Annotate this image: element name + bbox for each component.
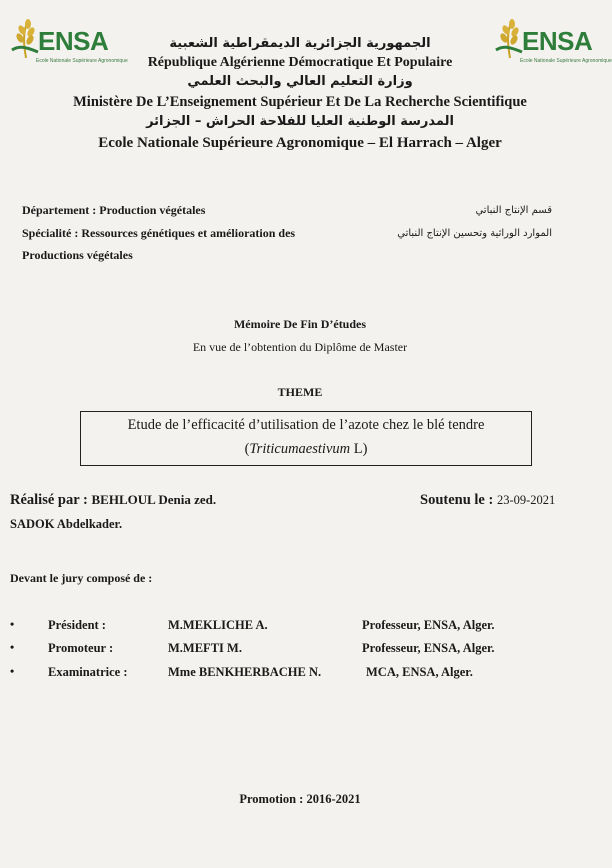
theme-title-line1: Etude de l’efficacité d’utilisation de l’azote chez le blé tendre bbox=[127, 417, 485, 433]
jury-intro: Devant le jury composé de : bbox=[10, 571, 153, 585]
species-name: Triticumaestivum bbox=[249, 441, 351, 457]
jury-affiliation: MCA, ENSA, Alger. bbox=[366, 665, 473, 679]
authors-line1 bbox=[10, 492, 216, 509]
speciality-line2: Productions végétales bbox=[22, 248, 133, 262]
jury-member-examinatrice bbox=[0, 665, 600, 685]
promotion: Promotion : 2016-2021 bbox=[239, 792, 361, 806]
jury-name: Mme BENKHERBACHE N. bbox=[168, 665, 322, 679]
logo-subtitle: Ecole Nationale Supérieure Agronomique bbox=[520, 58, 612, 64]
theme-title-line2 bbox=[81, 441, 531, 458]
theme-label: THEME bbox=[277, 385, 323, 399]
jury-role: Examinatrice : bbox=[48, 665, 128, 679]
school-french: Ecole Nationale Supérieure Agronomique – El Harrach – Alger bbox=[98, 135, 502, 151]
school-arabic: المدرسة الوطنية العليا للفلاحة الحراش – الجزائر bbox=[146, 114, 454, 129]
soutenance bbox=[420, 492, 555, 509]
jury-affiliation: Professeur, ENSA, Alger. bbox=[362, 618, 495, 632]
speciality-arabic: الموارد الوراثية وتحسين الإنتاج النباتي bbox=[397, 228, 552, 239]
theme-box bbox=[80, 411, 532, 466]
department-label: Département : Production végétales bbox=[22, 203, 206, 217]
department-arabic: قسم الإنتاج النباتي bbox=[475, 205, 552, 216]
bullet: • bbox=[10, 640, 15, 654]
logo-text: ENSA bbox=[522, 26, 593, 56]
author-1: BEHLOUL Denia zed. bbox=[91, 492, 217, 507]
realise-label: Réalisé par : bbox=[10, 492, 92, 508]
logo-text: ENSA bbox=[38, 26, 109, 56]
ministry-arabic: وزارة التعليم العالي والبحث العلمي bbox=[187, 74, 413, 89]
soutenu-date: 23-09-2021 bbox=[496, 493, 556, 507]
jury-name: M.MEFTI M. bbox=[168, 641, 242, 655]
ministry-french: Ministère De L’Enseignement Supérieur Et De La Recherche Scientifique bbox=[73, 94, 527, 110]
republic-french: République Algérienne Démocratique Et Populaire bbox=[147, 55, 453, 70]
jury-role: Promoteur : bbox=[48, 641, 114, 655]
jury-role: Président : bbox=[48, 618, 106, 632]
bullet: • bbox=[10, 664, 15, 678]
bullet: • bbox=[10, 617, 15, 631]
jury-member-promoteur bbox=[0, 641, 600, 661]
soutenu-label: Soutenu le : bbox=[420, 492, 497, 508]
speciality-line1: Spécialité : Ressources génétiques et amélioration des bbox=[22, 226, 296, 240]
memoire-title: Mémoire De Fin D’études bbox=[233, 317, 367, 331]
author-2: SADOK Abdelkader. bbox=[10, 517, 123, 531]
logo-subtitle: Ecole Nationale Supérieure Agronomique bbox=[36, 58, 128, 64]
jury-name: M.MEKLICHE A. bbox=[168, 618, 268, 632]
memoire-subtitle: En vue de l’obtention du Diplôme de Master bbox=[192, 340, 408, 354]
republic-arabic: الجمهورية الجزائرية الديمقراطية الشعبية bbox=[169, 36, 431, 51]
paren-open: ( bbox=[244, 441, 250, 457]
jury-affiliation: Professeur, ENSA, Alger. bbox=[362, 641, 495, 655]
jury-member-president bbox=[0, 618, 600, 638]
species-author: L) bbox=[350, 441, 368, 457]
